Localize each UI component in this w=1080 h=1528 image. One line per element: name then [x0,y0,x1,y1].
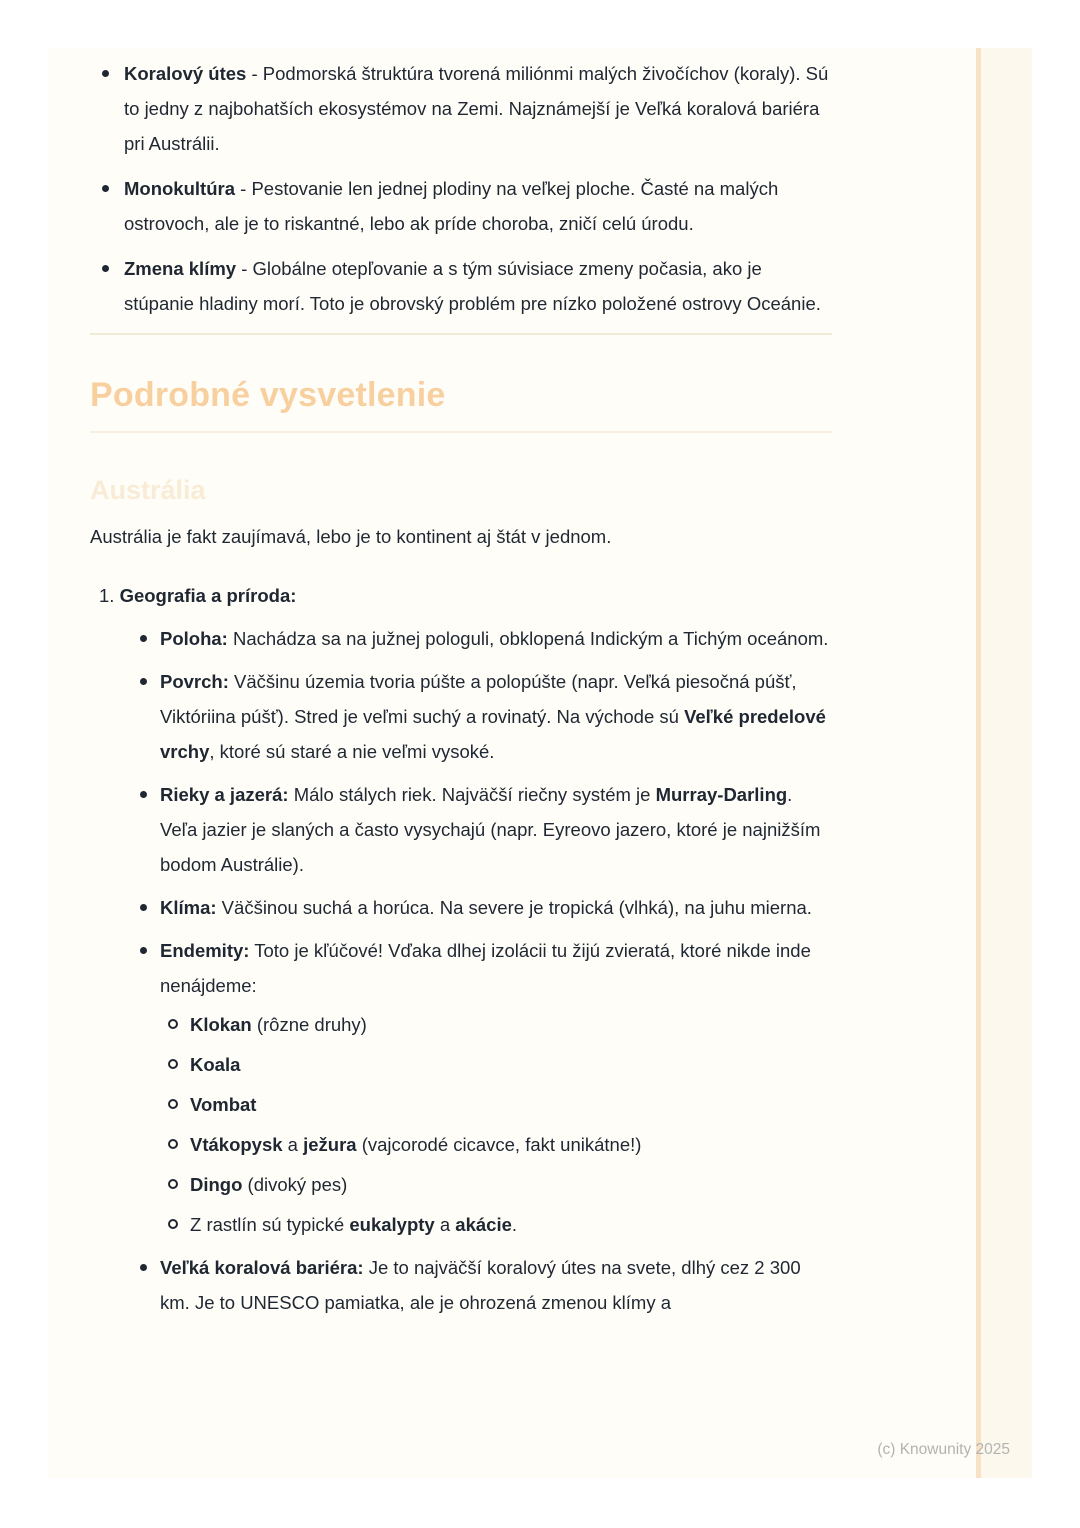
copyright-watermark: (c) Knowunity 2025 [877,1441,1010,1458]
geography-list [90,621,832,1320]
list-item: Rieky a jazerá: Málo stálych riek. Najväčší riečny systém je Murray-Darling. Veľa jazier je slaných a často vysychajú (napr. Eyreovo jazero, ktoré je najnižším bodom Austrálie). [90,777,832,882]
list-item [90,933,832,1242]
list-number: 1. [99,585,115,606]
list-item: Klíma: Väčšinou suchá a horúca. Na severe je tropická (vlhká), na juhu mierna. [90,890,832,925]
list-item: Klokan (rôzne druhy) [160,1007,832,1042]
list-item: Koala [160,1047,832,1082]
list-item: Poloha: Nachádza sa na južnej pologuli, obklopená Indickým a Tichým oceánom. [90,621,832,656]
list-item: Vtákopysk a ježura (vajcorodé cicavce, fakt unikátne!) [160,1127,832,1162]
list-item: Zmena klímy - Globálne otepľovanie a s tým súvisiace zmeny počasia, ako je stúpanie hladiny morí. Toto je obrovský problém pre nízko položené ostrovy Oceánie. [90,251,832,321]
list-item: Dingo (divoký pes) [160,1167,832,1202]
list-item: Monokultúra - Pestovanie len jednej plodiny na veľkej ploche. Časté na malých ostrovoch, ale je to riskantné, lebo ak príde choroba, zničí celú úrodu. [90,171,832,241]
page-margin-strip [976,48,1032,1478]
section-divider [90,333,832,335]
list-item: Vombat [160,1087,832,1122]
endemics-list [160,1007,832,1242]
list-item: Koralový útes - Podmorská štruktúra tvorená miliónmi malých živočíchov (koraly). Sú to jedny z najbohatších ekosystémov na Zemi. Najznámejší je Veľká koralová bariéra pri Austrálii. [90,56,832,161]
list-item-text: Endemity: Toto je kľúčové! Vďaka dlhej izolácii tu žijú zvieratá, ktoré nikde inde nenájdeme: [160,940,811,996]
subsection-title: Austrália [90,475,206,505]
page-sheet [48,48,1032,1478]
list-item: Z rastlín sú typické eukalypty a akácie. [160,1207,832,1242]
document-content [90,48,832,1328]
glossary-list [90,56,832,321]
title-underline [90,431,832,433]
numbered-item-heading: Geografia a príroda: [119,585,297,606]
list-item: Povrch: Väčšinu územia tvoria púšte a polopúšte (napr. Veľká piesočná púšť, Viktóriina púšť). Stred je veľmi suchý a rovinatý. Na východe sú Veľké predelové vrchy, ktoré sú staré a nie veľmi vysoké. [90,664,832,769]
list-item: Veľká koralová bariéra: Je to najväčší koralový útes na svete, dlhý cez 2 300 km. Je to UNESCO pamiatka, ale je ohrozená zmenou klímy a [90,1250,832,1320]
section-title: Podrobné vysvetlenie [90,376,446,414]
intro-paragraph: Austrália je fakt zaujímavá, lebo je to kontinent aj štát v jednom. [90,526,612,547]
numbered-list-item [99,578,832,613]
